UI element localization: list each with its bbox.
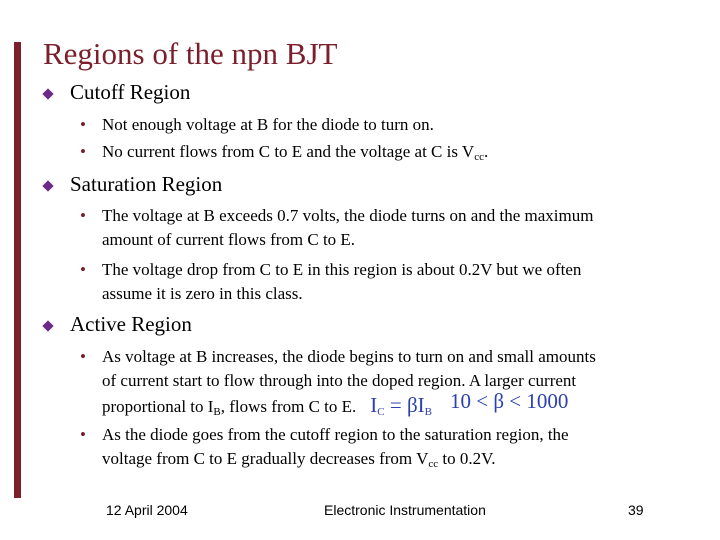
current-gain-formula: $I_C = \beta I_B$ xyxy=(370,393,433,418)
section-bullet-icon xyxy=(42,180,53,191)
saturation-item-2: The voltage drop from C to E in this region is about 0.2V but we often assume it is zero in this class. xyxy=(102,260,582,303)
section-saturation-label: Saturation Region xyxy=(70,172,223,196)
left-accent-bar xyxy=(14,42,21,498)
beta-range-formula: 10 < β < 1000 xyxy=(450,389,569,413)
footer-date: 12 April 2004 xyxy=(106,502,188,518)
bullet-dot-icon: • xyxy=(80,347,86,366)
bullet-dot-icon: • xyxy=(80,142,86,161)
section-bullet-icon xyxy=(42,88,53,99)
cutoff-item-2: No current flows from C to E and the voltage at C is $V_{cc}$. xyxy=(102,142,489,163)
section-active-label: Active Region xyxy=(70,312,192,336)
cutoff-item-1: Not enough voltage at B for the diode to turn on. xyxy=(102,115,434,134)
slide-title: Regions of the npn BJT xyxy=(43,36,338,71)
bullet-dot-icon: • xyxy=(80,260,86,279)
bullet-dot-icon: • xyxy=(80,115,86,134)
saturation-item-1: The voltage at B exceeds 0.7 volts, the diode turns on and the maximum amount of current flows from C to E. xyxy=(102,206,594,249)
section-bullet-icon xyxy=(42,320,53,331)
footer-course: Electronic Instrumentation xyxy=(324,502,486,518)
active-item-2: As the diode goes from the cutoff region to the saturation region, the voltage from C to E gradually decreases from $V_{cc}$ to 0.2V. xyxy=(102,425,569,470)
bullet-dot-icon: • xyxy=(80,425,86,444)
footer-page-number: 39 xyxy=(628,502,644,518)
section-cutoff-label: Cutoff Region xyxy=(70,80,191,104)
active-item-1: As voltage at B increases, the diode begins to turn on and small amounts of current start to flow through into the doped region. A larger current proportional to $I_B$, flows from C to E. $I_C = \beta I_B$ 10 < β < 1000 xyxy=(102,347,596,418)
bullet-dot-icon: • xyxy=(80,206,86,225)
